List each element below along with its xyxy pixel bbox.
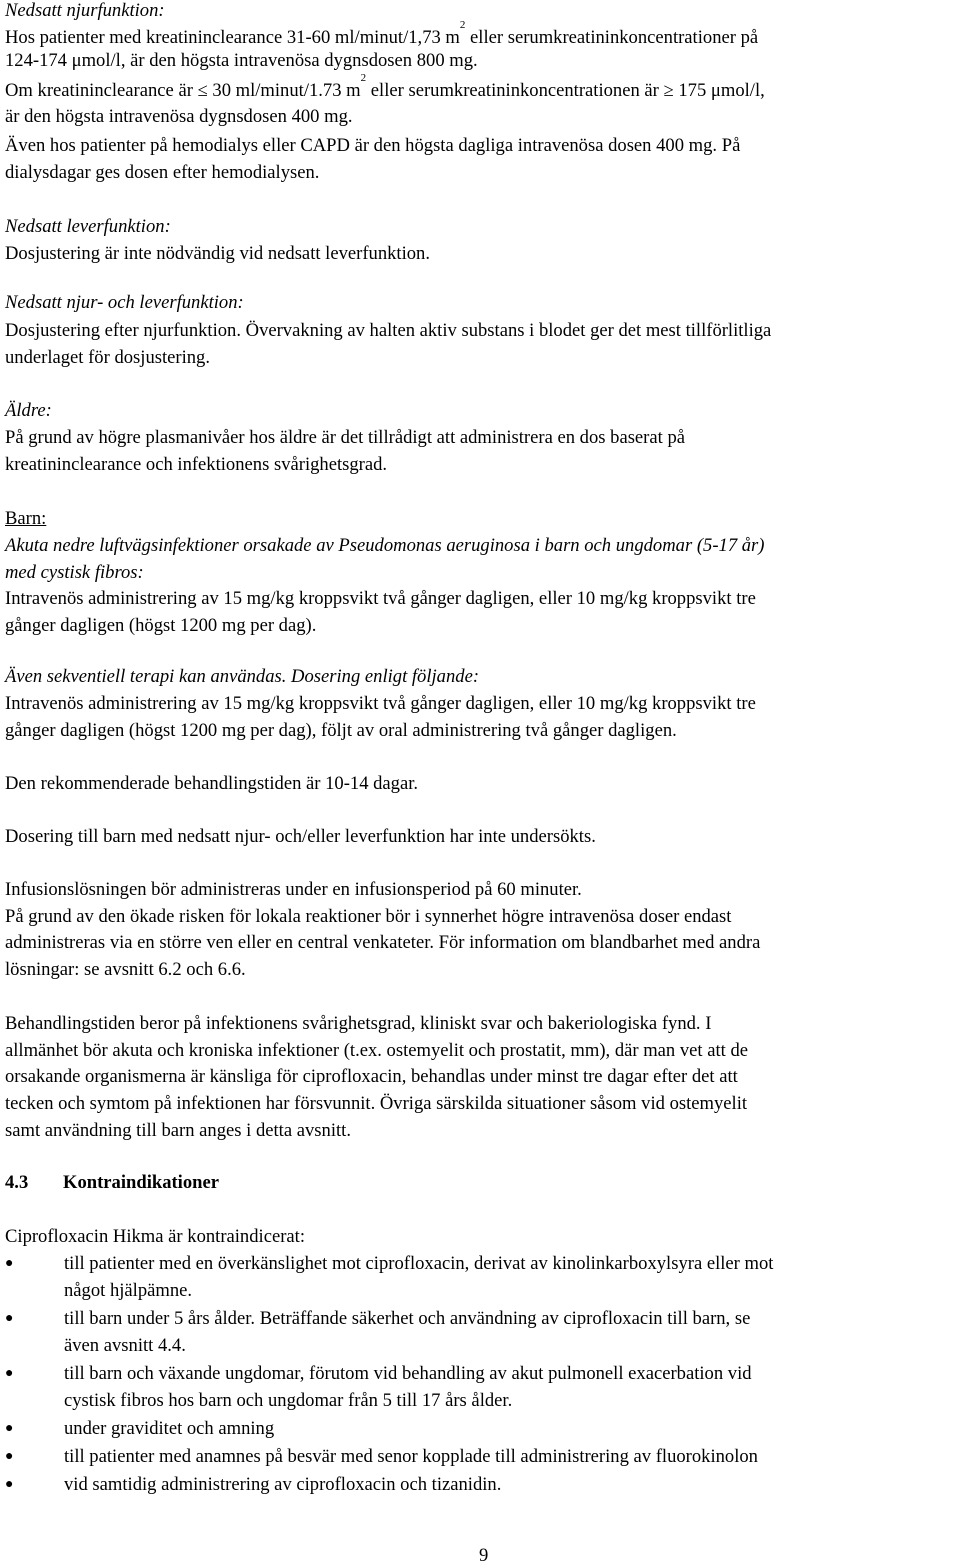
bullet-icon: ● bbox=[5, 1366, 14, 1381]
treatment-line-2: allmänhet bör akuta och kroniska infektioner (t.ex. ostemyelit och prostatit, mm), där man vet att de bbox=[5, 1040, 749, 1061]
sequential-line-2: gånger dagligen (högst 1200 mg per dag), följt av oral administrering två gånger dagligen. bbox=[5, 720, 677, 741]
renal-hepatic-heading: Nedsatt njur- och leverfunktion: bbox=[5, 292, 244, 313]
treatment-line-4: tecken och symtom på infektionen har försvunnit. Övriga särskilda situationer såsom vid ostemyelit bbox=[5, 1093, 748, 1114]
renal-line-3: Om kreatininclearance är ≤ 30 ml/minut/1.73 $m^2$ eller serumkreatininkoncentrationen är ≥ 175 μmol/l, bbox=[5, 72, 765, 101]
renal-line-4: är den högsta intravenösa dygnsdosen 400 mg. bbox=[5, 106, 353, 127]
page-number: 9 bbox=[479, 1545, 489, 1566]
bullet-icon: ● bbox=[5, 1477, 14, 1492]
renal-line-6: dialysdagar ges dosen efter hemodialysen. bbox=[5, 162, 320, 183]
children-heading: Barn: bbox=[5, 508, 47, 529]
treatment-line-1: Behandlingstiden beror på infektionens svårighetsgrad, kliniskt svar och bakeriologiska fynd. I bbox=[5, 1013, 712, 1034]
bullet-icon: ● bbox=[5, 1449, 14, 1464]
not-studied-line: Dosering till barn med nedsatt njur- och/eller leverfunktion har inte undersökts. bbox=[5, 826, 596, 847]
sequential-line-1: Intravenös administrering av 15 mg/kg kroppsvikt två gånger dagligen, eller 10 mg/kg kroppsvikt tre bbox=[5, 693, 756, 714]
contra-item-5-line-1: till patienter med anamnes på besvär med senor kopplade till administrering av fluorokinolon bbox=[64, 1446, 758, 1467]
hepatic-heading: Nedsatt leverfunktion: bbox=[5, 216, 171, 237]
elderly-line-1: På grund av högre plasmanivåer hos äldre är det tillrådigt att administrera en dos baserat på bbox=[5, 427, 685, 448]
elderly-heading: Äldre: bbox=[5, 400, 52, 421]
contra-item-2-line-1: till barn under 5 års ålder. Beträffande säkerhet och användning av ciprofloxacin till barn, se bbox=[64, 1308, 751, 1329]
contra-item-1-line-1: till patienter med en överkänslighet mot ciprofloxacin, derivat av kinolinkarboxylsyra eller mot bbox=[64, 1253, 774, 1274]
bullet-icon: ● bbox=[5, 1256, 14, 1271]
contra-intro: Ciprofloxacin Hikma är kontraindicerat: bbox=[5, 1226, 305, 1247]
contra-item-3-line-1: till barn och växande ungdomar, förutom vid behandling av akut pulmonell exacerbation vid bbox=[64, 1363, 752, 1384]
bullet-icon: ● bbox=[5, 1311, 14, 1326]
children-line-2: gånger dagligen (högst 1200 mg per dag). bbox=[5, 615, 317, 636]
renal-hepatic-line-1: Dosjustering efter njurfunktion. Övervakning av halten aktiv substans i blodet ger det mest tillförlitliga bbox=[5, 320, 772, 341]
duration-line: Den rekommenderade behandlingstiden är 10-14 dagar. bbox=[5, 773, 419, 794]
contra-item-2-line-2: även avsnitt 4.4. bbox=[64, 1335, 186, 1356]
treatment-line-3: orsakande organismerna är känsliga för ciprofloxacin, behandlas under minst tre dagar efter det att bbox=[5, 1066, 738, 1087]
contra-item-1-line-2: något hjälpämne. bbox=[64, 1280, 193, 1301]
renal-line-1: Hos patienter med kreatininclearance 31-60 ml/minut/1,73 $m^2$ eller serumkreatininkoncentrationer på bbox=[5, 19, 759, 48]
contra-item-4-line-1: under graviditet och amning bbox=[64, 1418, 275, 1439]
elderly-line-2: kreatininclearance och infektionens svårighetsgrad. bbox=[5, 454, 388, 475]
section-number: 4.3 bbox=[5, 1172, 29, 1193]
sequential-heading: Även sekventiell terapi kan användas. Dosering enligt följande: bbox=[5, 666, 480, 687]
treatment-line-5: samt användning till barn anges i detta avsnitt. bbox=[5, 1120, 351, 1141]
renal-line-2: 124-174 μmol/l, är den högsta intravenösa dygnsdosen 800 mg. bbox=[5, 50, 478, 71]
renal-hepatic-line-2: underlaget för dosjustering. bbox=[5, 347, 210, 368]
infusion-line-3: administreras via en större ven eller en central venkateter. För information om blandbarhet med andra bbox=[5, 932, 761, 953]
contra-item-6-line-1: vid samtidig administrering av ciprofloxacin och tizanidin. bbox=[64, 1474, 502, 1495]
infusion-line-1: Infusionslösningen bör administreras under en infusionsperiod på 60 minuter. bbox=[5, 879, 582, 900]
contra-item-3-line-2: cystisk fibros hos barn och ungdomar från 5 till 17 års ålder. bbox=[64, 1390, 513, 1411]
children-subheading-2: med cystisk fibros: bbox=[5, 562, 144, 583]
children-subheading-1: Akuta nedre luftvägsinfektioner orsakade av Pseudomonas aeruginosa i barn och ungdomar (5-17 år) bbox=[5, 535, 765, 556]
infusion-line-2: På grund av den ökade risken för lokala reaktioner bör i synnerhet högre intravenösa doser endast bbox=[5, 906, 732, 927]
children-line-1: Intravenös administrering av 15 mg/kg kroppsvikt två gånger dagligen, eller 10 mg/kg kroppsvikt tre bbox=[5, 588, 756, 609]
bullet-icon: ● bbox=[5, 1421, 14, 1436]
renal-line-5: Även hos patienter på hemodialys eller CAPD är den högsta dagliga intravenösa dosen 400 mg. På bbox=[5, 135, 741, 156]
section-title: Kontraindikationer bbox=[63, 1172, 219, 1193]
infusion-line-4: lösningar: se avsnitt 6.2 och 6.6. bbox=[5, 959, 246, 980]
hepatic-line-1: Dosjustering är inte nödvändig vid nedsatt leverfunktion. bbox=[5, 243, 430, 264]
renal-heading: Nedsatt njurfunktion: bbox=[5, 0, 165, 21]
